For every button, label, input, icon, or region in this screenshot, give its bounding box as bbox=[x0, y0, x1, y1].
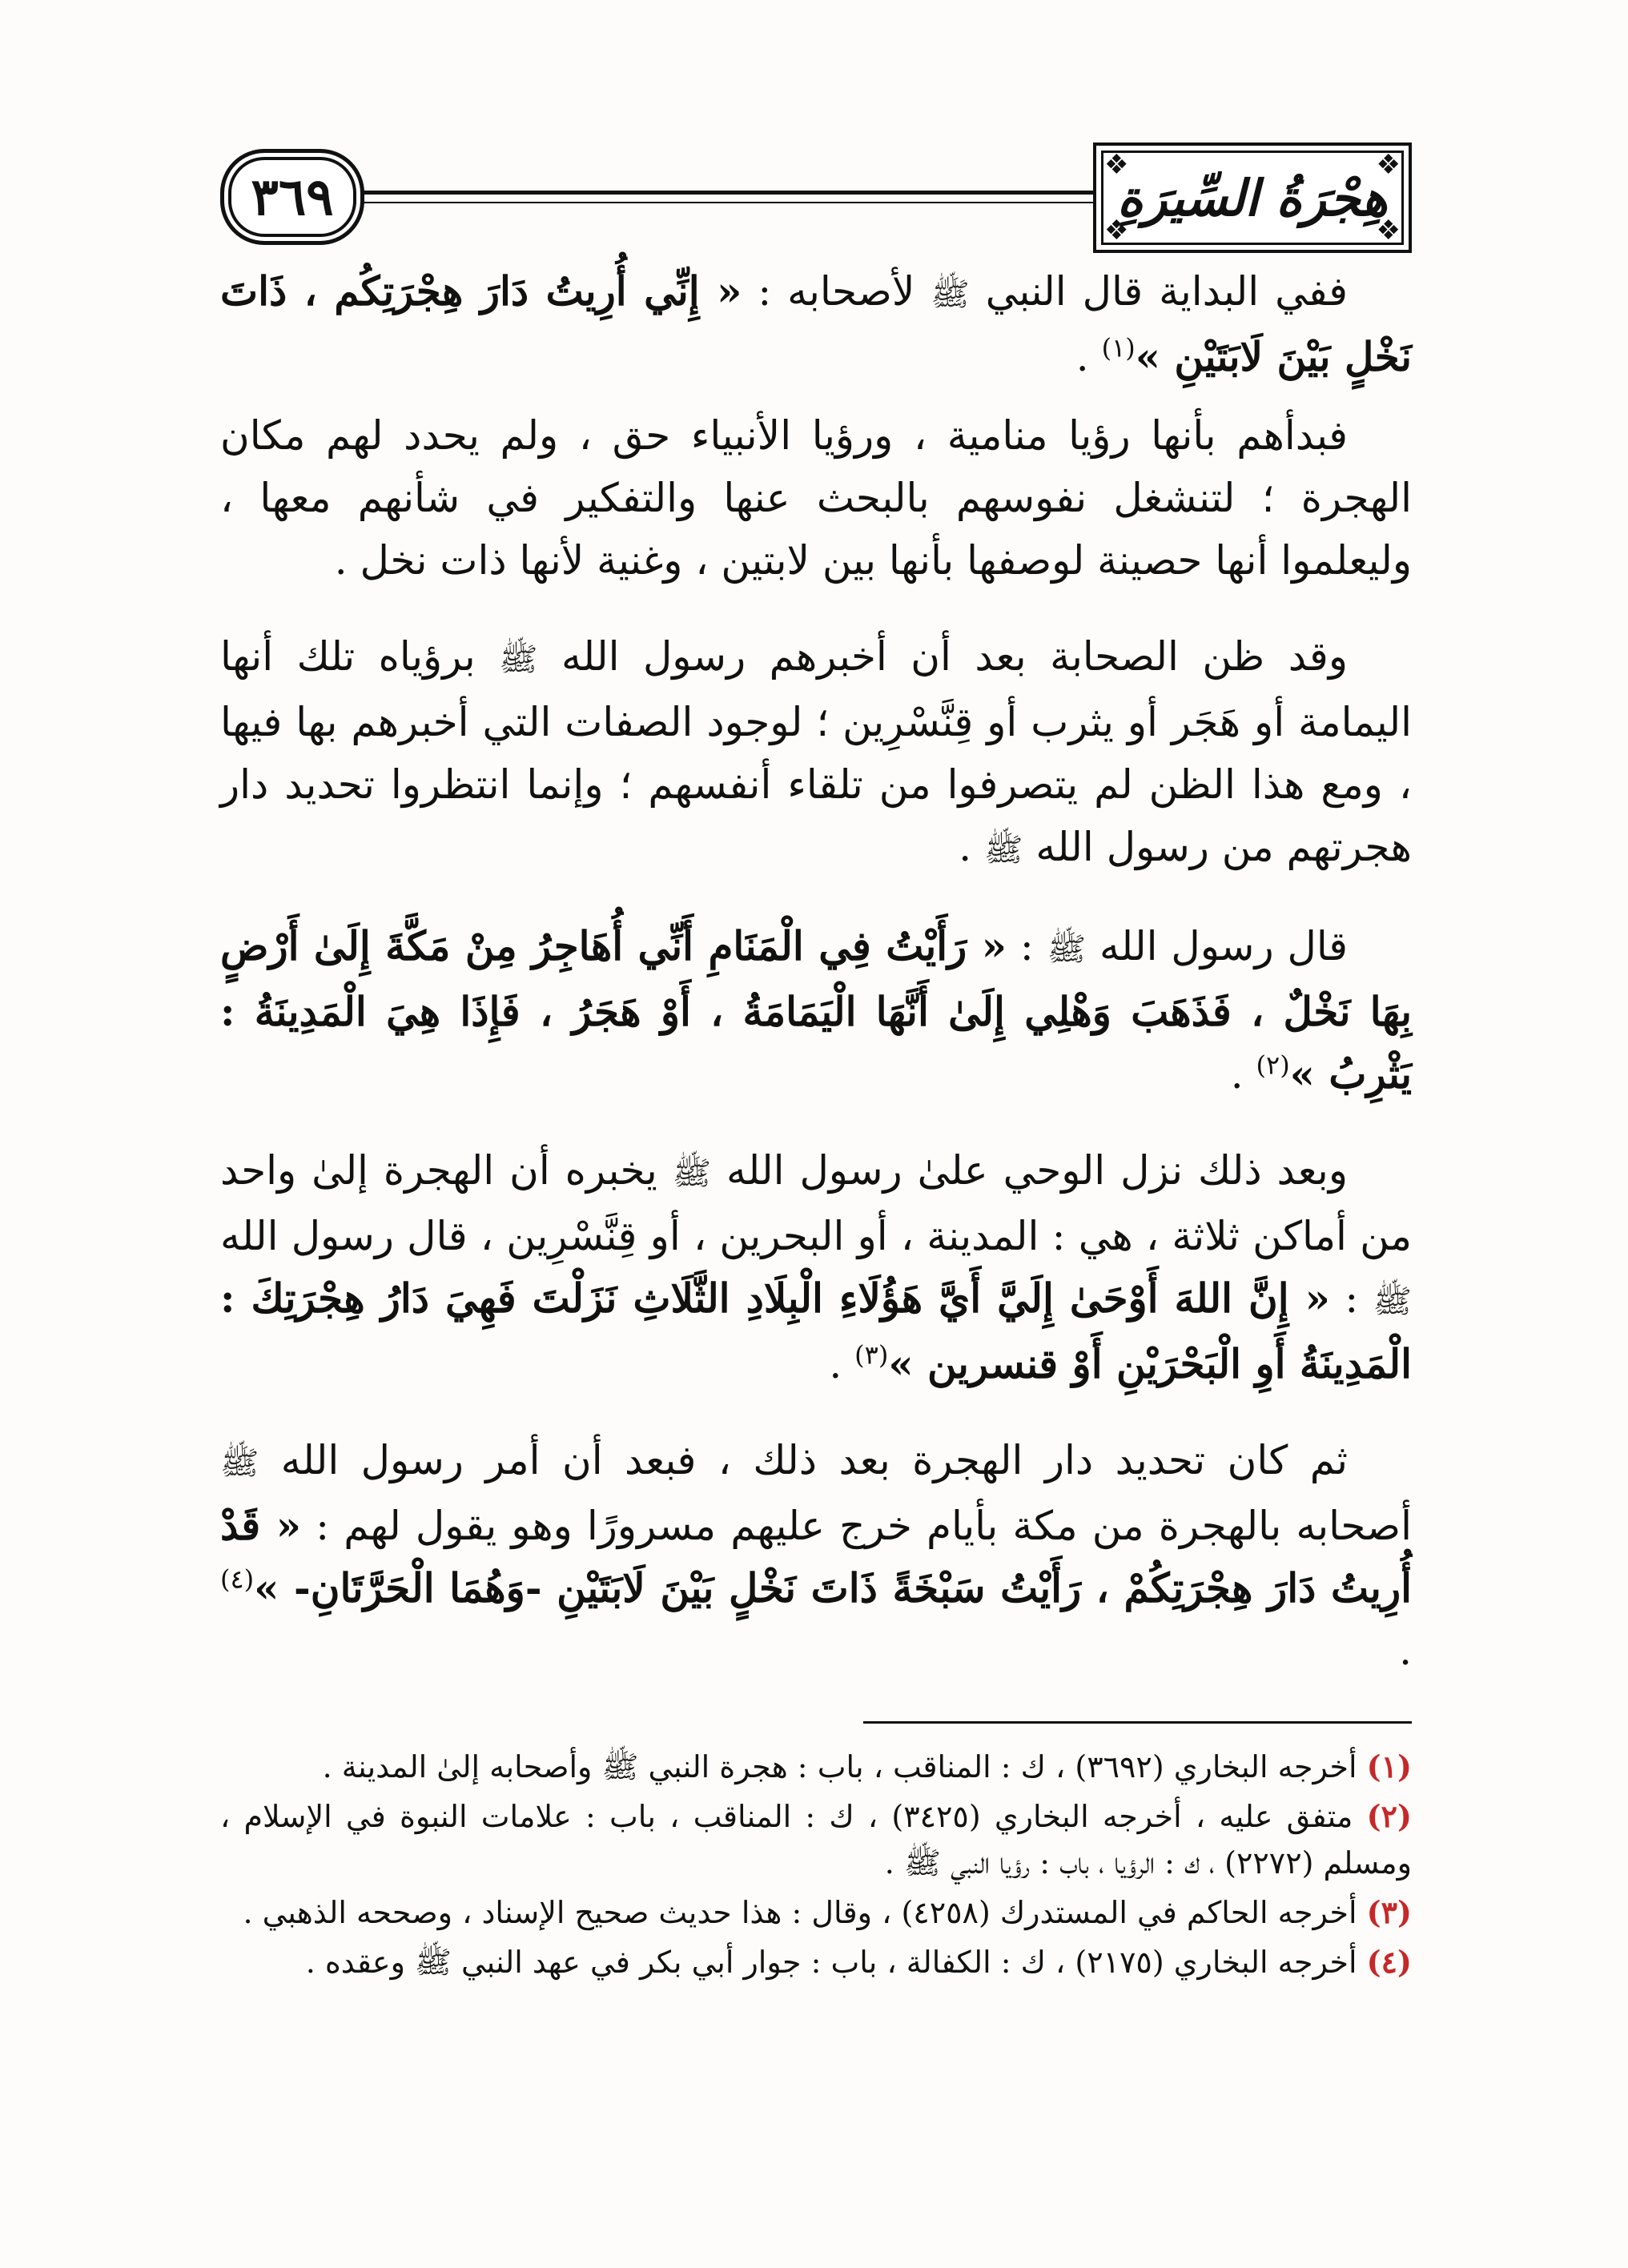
footnote-3 bbox=[220, 1889, 1412, 1936]
text-run: . bbox=[1399, 1628, 1412, 1674]
text-run: قال رسول الله bbox=[1099, 923, 1348, 969]
text-run: برؤياه تلك أنها اليمامة أو هَجَر أو يثرب أو قِنَّسْرِين ؛ لوجود الصفات التي أخبرهم بها فيها ، ومع هذا الظن لم يتصرفوا من تلقاء أنفسهم ؛ وإنما انتظروا تحديد دار هجرتهم من رسول الله bbox=[220, 633, 1412, 870]
ornament-icon: ❖ bbox=[1104, 149, 1129, 181]
paragraph-4 bbox=[220, 915, 1412, 1106]
footnote-ref: (٤) bbox=[220, 1564, 255, 1595]
footnote-divider bbox=[863, 1721, 1412, 1724]
text-run: وبعد ذلك نزل الوحي علىٰ رسول الله bbox=[726, 1147, 1348, 1194]
text-run: . bbox=[959, 824, 985, 870]
paragraph-3 bbox=[220, 625, 1412, 881]
footnote-ref: (٣) bbox=[854, 1339, 889, 1371]
ornament-icon: ❖ bbox=[1376, 215, 1401, 247]
main-text bbox=[220, 260, 1412, 1716]
paragraph-2: فبدأهم بأنها رؤيا منامية ، ورؤيا الأنبياء حق ، ولم يحدد لهم مكان الهجرة ؛ لتنشغل نفوسهم بالبحث عنها والتفكير في شأنهم معها ، وليعلموا أنها حصينة لوصفها بأنها بين لابتين ، وغنية لأنها ذات نخل . bbox=[220, 412, 1412, 584]
hadith-quote: « إِنِّي أُرِيتُ دَارَ هِجْرَتِكُم ، ذَاتَ نَخْلٍ بَيْنَ لَابَتَيْنِ » bbox=[220, 267, 1412, 380]
footnote-text: أخرجه البخاري (٣٦٩٢) ، ك : المناقب ، باب : هجرة النبي ﷺ وأصحابه إلىٰ المدينة . bbox=[322, 1749, 1357, 1784]
book-title: هِجْرَةُ السِّيرَةِ bbox=[1117, 168, 1388, 227]
page-number-badge bbox=[220, 149, 364, 245]
footnotes bbox=[220, 1744, 1412, 1989]
hadith-quote: « قَدْ أُرِيتُ دَارَ هِجْرَتِكُمْ ، رَأَيْتُ سَبْخَةً ذَاتَ نَخْلٍ بَيْنَ لَابَتَيْنِ -وَهُمَا الْحَرَّتَانِ- » bbox=[220, 1502, 1412, 1612]
hadith-quote: « رَأَيْتُ فِي الْمَنَامِ أَنِّي أُهَاجِرُ مِنْ مَكَّةَ إِلَىٰ أَرْضٍ بِهَا نَخْلٌ ، فَذَهَبَ وَهْلِي إِلَىٰ أَنَّهَا الْيَمَامَةُ ، أَوْ هَجَرُ ، فَإِذَا هِيَ الْمَدِينَةُ : يَثْرِبُ » bbox=[220, 922, 1412, 1098]
text-run: لأصحابه : bbox=[742, 268, 915, 315]
header-rule-thin bbox=[360, 202, 1095, 203]
paragraph-1 bbox=[220, 260, 1412, 388]
page-number: ٣٦٩ bbox=[251, 167, 334, 227]
salutation-glyph: ﷺ bbox=[1047, 931, 1087, 968]
hadith-quote: « إِنَّ اللهَ أَوْحَىٰ إِلَيَّ أَيَّ هَؤُلَاءِ الْبِلَادِ الثَّلَاثِ نَزَلْتَ فَهِيَ دَارُ هِجْرَتِكَ : الْمَدِينَةُ أَوِ الْبَحْرَيْنِ أَوْ قنسرين » bbox=[220, 1274, 1412, 1387]
salutation-glyph: ﷺ bbox=[220, 1445, 259, 1482]
footnote-text: أخرجه الحاكم في المستدرك (٤٢٥٨) ، وقال : هذا حديث صحيح الإسناد ، وصححه الذهبي . bbox=[243, 1895, 1357, 1930]
text-run: : bbox=[1329, 1275, 1359, 1322]
text-run: ثم كان تحديد دار الهجرة بعد ذلك ، فبعد أن أمر رسول الله bbox=[280, 1437, 1348, 1483]
text-run: . bbox=[1075, 334, 1102, 380]
header-rule bbox=[360, 191, 1095, 195]
footnote-ref: (١) bbox=[1101, 332, 1136, 363]
footnote-2 bbox=[220, 1793, 1412, 1886]
paragraph-5 bbox=[220, 1139, 1412, 1395]
text-run: . bbox=[1230, 1051, 1256, 1098]
footnote-1 bbox=[220, 1744, 1412, 1790]
book-title-frame bbox=[1093, 143, 1412, 253]
text-run: وقد ظن الصحابة بعد أن أخبرهم رسول الله bbox=[561, 633, 1348, 680]
salutation-glyph: ﷺ bbox=[931, 276, 970, 313]
ornament-icon: ❖ bbox=[1104, 215, 1129, 247]
footnote-text: أخرجه البخاري (٢١٧٥) ، ك : الكفالة ، باب : جوار أبي بكر في عهد النبي ﷺ وعقده . bbox=[305, 1945, 1357, 1980]
salutation-glyph: ﷺ bbox=[499, 641, 538, 678]
footnote-4 bbox=[220, 1939, 1412, 1985]
ornament-icon: ❖ bbox=[1376, 149, 1401, 181]
footnote-ref: (٢) bbox=[1256, 1050, 1290, 1081]
salutation-glyph: ﷺ bbox=[672, 1155, 712, 1192]
text-run: أصحابه بالهجرة من مكة بأيام خرج عليهم مسرورًا وهو يقول لهم : bbox=[301, 1503, 1412, 1549]
footnote-text: متفق عليه ، أخرجه البخاري (٣٤٢٥) ، ك : المناقب ، باب : علامات النبوة في الإسلام ، ومسلم (٢٢٧٢) ، ك : الرؤيا ، باب : رؤيا النبي ﷺ . bbox=[220, 1799, 1412, 1881]
text-run: : bbox=[1007, 923, 1034, 969]
footnote-number: (٤) bbox=[1366, 1944, 1412, 1980]
page-header bbox=[220, 143, 1412, 251]
salutation-glyph: ﷺ bbox=[1373, 1283, 1412, 1320]
salutation-glyph: ﷺ bbox=[984, 832, 1023, 869]
text-run: . bbox=[829, 1341, 855, 1387]
footnote-number: (٣) bbox=[1366, 1894, 1412, 1930]
text-run: يخبره أن الهجرة إلىٰ واحد من أماكن ثلاثة ، هي : المدينة ، أو البحرين ، أو قِنَّسْرِين ، قال رسول الله bbox=[220, 1147, 1412, 1259]
paragraph-6 bbox=[220, 1429, 1412, 1682]
footnote-number: (١) bbox=[1366, 1748, 1412, 1784]
footnote-number: (٢) bbox=[1366, 1798, 1412, 1834]
text-run: ففي البداية قال النبي bbox=[985, 268, 1348, 315]
